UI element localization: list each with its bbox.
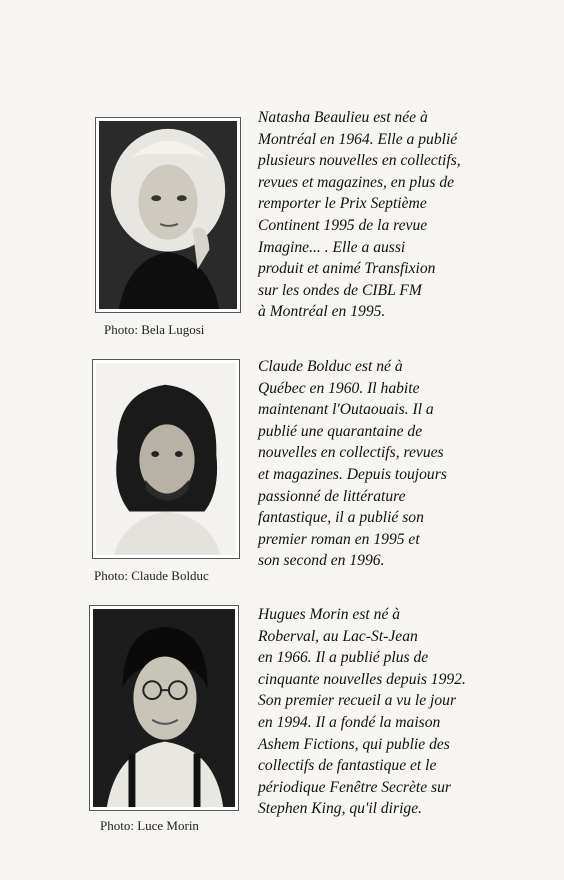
- bio-line: fantastique, il a publié son: [258, 509, 424, 527]
- bio-line: Continent 1995 de la revue: [258, 216, 428, 234]
- portrait-man-glasses-icon: [93, 609, 235, 807]
- bio-line: cinquante nouvelles depuis 1992.: [258, 670, 466, 688]
- bio-line: collectifs de fantastique et le: [258, 757, 437, 775]
- author-photo-frame: [92, 359, 240, 559]
- photo-caption: Photo: Claude Bolduc: [94, 568, 209, 583]
- bio-line: remporter le Prix Septième: [258, 195, 427, 213]
- bio-line: Ashem Fictions, qui publie des: [258, 735, 450, 753]
- bio-line: Imagine... . Elle a aussi: [258, 238, 406, 256]
- bio-line: en 1966. Il a publié plus de: [258, 649, 429, 667]
- bio-line: périodique Fenêtre Secrète sur: [258, 778, 451, 796]
- bio-line: plusieurs nouvelles en collectifs,: [258, 152, 461, 170]
- bio-line: Roberval, au Lac-St-Jean: [258, 627, 418, 645]
- bio-line: et magazines. Depuis toujours: [258, 465, 447, 483]
- author-photo-frame: [95, 117, 241, 313]
- photo-caption: Photo: Bela Lugosi: [104, 322, 205, 337]
- bio-line: Son premier recueil a vu le jour: [258, 692, 457, 710]
- author-bio: [258, 604, 548, 820]
- bio-line: en 1994. Il a fondé la maison: [258, 713, 441, 731]
- portrait-bearded-man-icon: [96, 363, 236, 555]
- bio-line: revues et magazines, en plus de: [258, 173, 455, 191]
- author-bio: [258, 107, 548, 323]
- photo-caption: Photo: Luce Morin: [100, 818, 199, 833]
- bio-line: Claude Bolduc est né à: [258, 358, 403, 375]
- bio-line: produit et animé Transfixion: [258, 260, 436, 278]
- bio-line: Hugues Morin est né à: [258, 606, 401, 623]
- author-bio: [258, 356, 548, 572]
- bio-line: maintenant l'Outaouais. Il a: [258, 401, 434, 419]
- bio-line: premier roman en 1995 et: [258, 530, 420, 548]
- bio-line: son second en 1996.: [258, 552, 385, 570]
- bio-line: Québec en 1960. Il habite: [258, 379, 420, 397]
- bio-line: Natasha Beaulieu est née à: [258, 109, 428, 126]
- portrait-blonde-woman-icon: [99, 121, 237, 309]
- bio-line: à Montréal en 1995.: [258, 303, 386, 321]
- bio-line: Montréal en 1964. Elle a publié: [258, 130, 458, 148]
- bio-line: nouvelles en collectifs, revues: [258, 444, 444, 462]
- bio-line: publié une quarantaine de: [258, 422, 423, 440]
- bio-line: Stephen King, qu'il dirige.: [258, 800, 423, 818]
- author-photo-frame: [89, 605, 239, 811]
- bio-line: sur les ondes de CIBL FM: [258, 281, 422, 299]
- bio-line: passionné de littérature: [258, 487, 406, 505]
